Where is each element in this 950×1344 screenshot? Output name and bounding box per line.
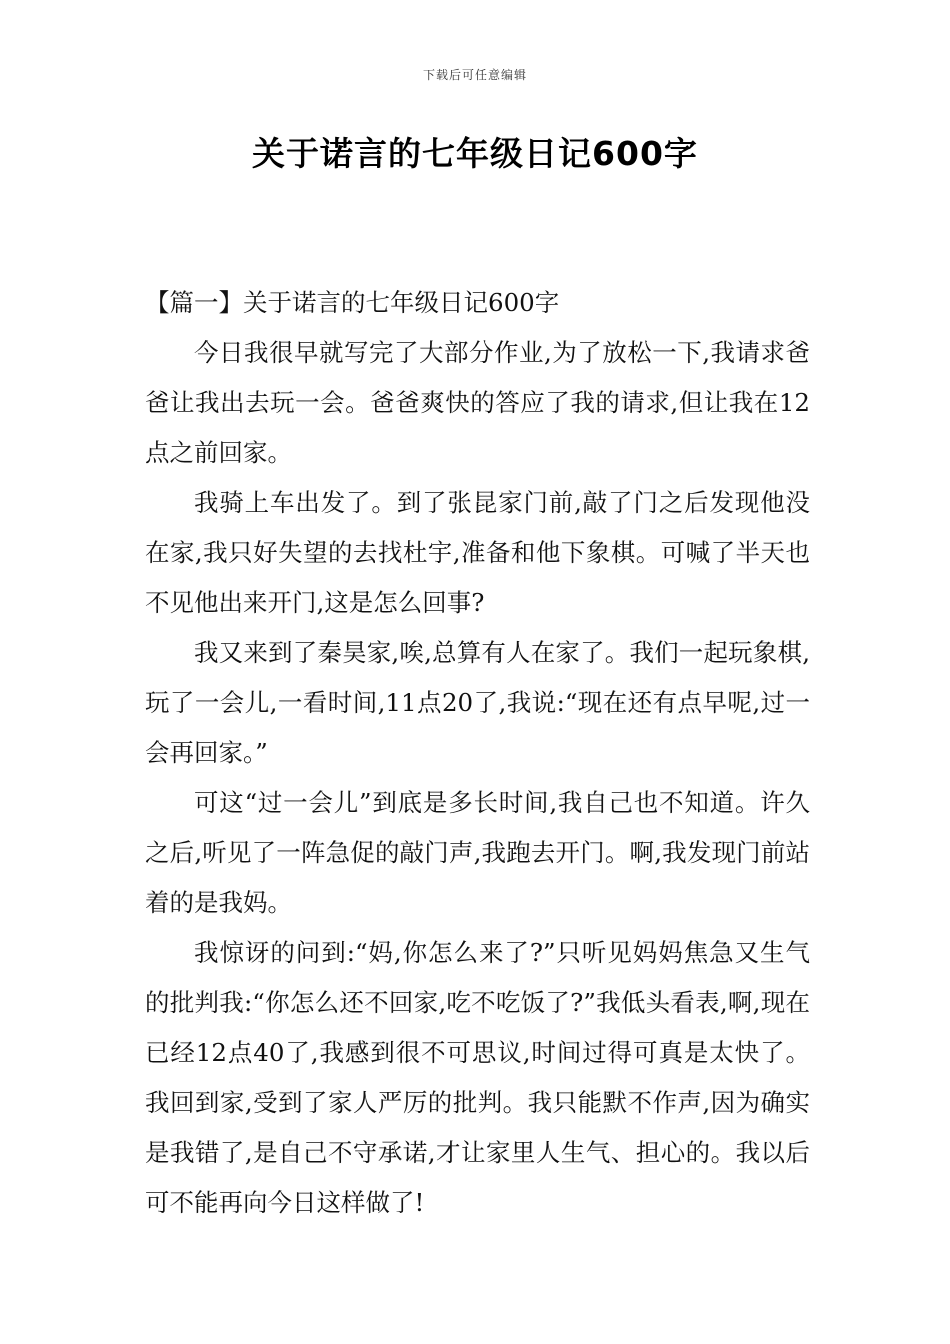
paragraph-1: 今日我很早就写完了大部分作业,为了放松一下,我请求爸爸让我出去玩一会。爸爸爽快的答应了我的请求,但让我在12点之前回家。	[145, 338, 810, 467]
document-title: 关于诺言的七年级日记600字	[252, 134, 698, 173]
paragraph-2: 我骑上车出发了。到了张昆家门前,敲了门之后发现他没在家,我只好失望的去找杜宇,准备和他下象棋。可喊了半天也不见他出来开门,这是怎么回事?	[145, 488, 810, 617]
paragraph-5: 我惊讶的问到:“妈,你怎么来了?”只听见妈妈焦急又生气的批判我:“你怎么还不回家,吃不吃饭了?”我低头看表,啊,现在已经12点40了,我感到很不可思议,时间过得可真是太快了。我回到家,受到了家人严厉的批判。我只能默不作声,因为确实是我错了,是自己不守承诺,才让家里人生气、担心的。我以后可不能再向今日这样做了!	[145, 938, 810, 1217]
section-heading: 【篇一】关于诺言的七年级日记600字	[145, 288, 560, 317]
document-body	[145, 278, 810, 1228]
paragraph-4: 可这“过一会儿”到底是多长时间,我自己也不知道。许久之后,听见了一阵急促的敲门声,我跑去开门。啊,我发现门前站着的是我妈。	[145, 788, 810, 917]
paragraph-3: 我又来到了秦昊家,唉,总算有人在家了。我们一起玩象棋,玩了一会儿,一看时间,11点20了,我说:“现在还有点早呢,过一会再回家。”	[145, 638, 810, 767]
header-note: 下载后可任意编辑	[422, 68, 527, 82]
